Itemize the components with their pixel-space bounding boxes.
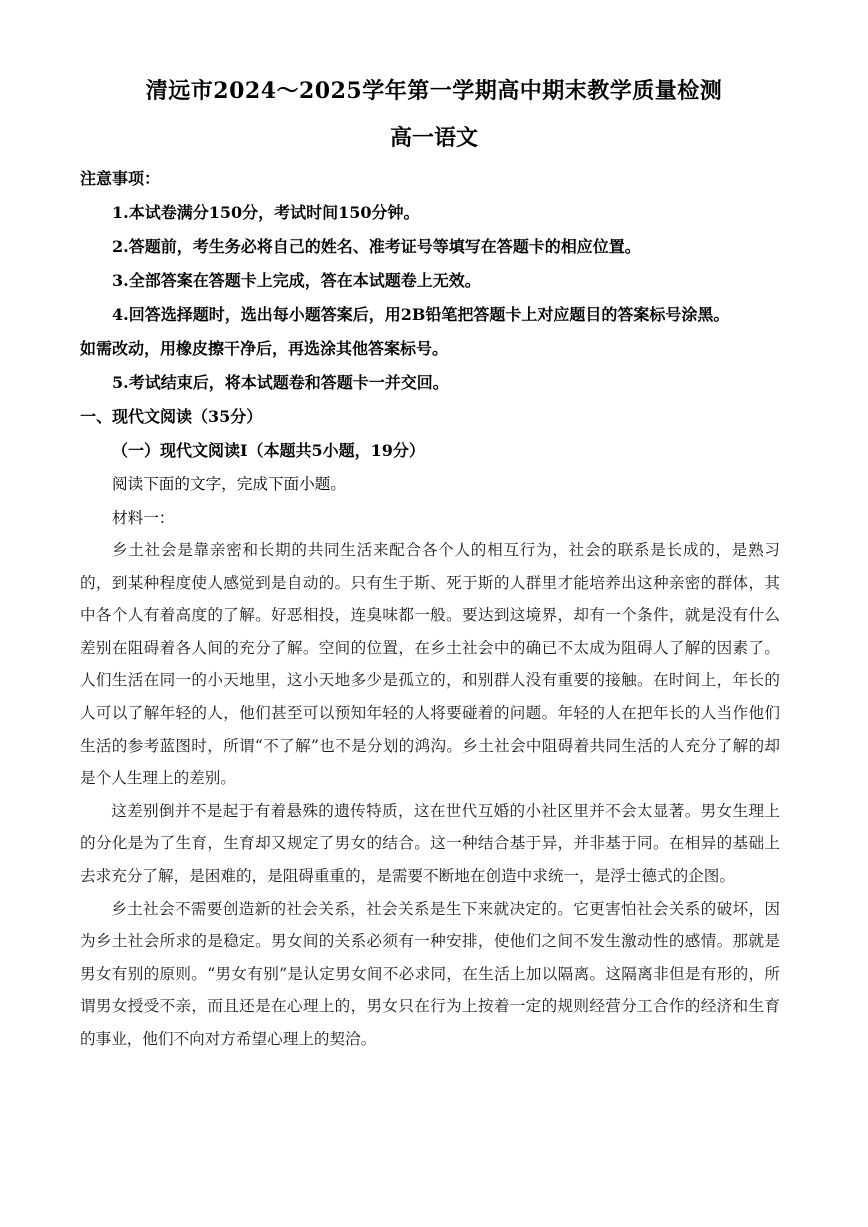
notice-heading: 注意事项：: [80, 169, 161, 188]
notice-item: 5.考试结束后，将本试题卷和答题卡一并交回。: [112, 373, 449, 392]
reading-instruction: 阅读下面的文字，完成下面小题。: [112, 475, 346, 493]
section-heading: 一、现代文阅读（35分）: [80, 407, 263, 426]
notice-item: 2.答题前，考生务必将自己的姓名、准考证号等填写在答题卡的相应位置。: [112, 237, 641, 256]
passage-body: [80, 534, 780, 1056]
material-label: 材料一：: [112, 509, 175, 527]
exam-title: 清远市2024～2025学年第一学期高中期末教学质量检测: [145, 78, 723, 104]
passage-paragraph: 乡土社会不需要创造新的社会关系，社会关系是生下来就决定的。它更害怕社会关系的破坏，因为乡土社会所求的是稳定。男女间的关系必须有一种安排，使他们之间不发生激动性的感情。那就是男女有别的原则。“男女有别”是认定男女间不必求同，在生活上加以隔离。这隔离非但是有形的，所谓男女授受不亲，而且还是在心理上的，男女只在行为上按着一定的规则经营分工合作的经济和生育的事业，他们不向对方希望心理上的契洽。: [80, 899, 780, 1048]
passage-paragraph: 这差别倒并不是起于有着悬殊的遗传特质，这在世代互婚的小社区里并不会太显著。男女生理上的分化是为了生育，生育却又规定了男女的结合。这一种结合基于异，并非基于同。在相异的基础上去求充分了解，是困难的，是阻碍重重的，是需要不断地在创造中求统一，是浮士德式的企图。: [80, 801, 780, 885]
section-subheading: （一）现代文阅读I（本题共5小题，19分）: [112, 441, 425, 460]
exam-subtitle: 高一语文: [389, 125, 478, 151]
passage-paragraph: 乡土社会是靠亲密和长期的共同生活来配合各个人的相互行为，社会的联系是长成的，是熟习的，到某种程度使人感觉到是自动的。只有生于斯、死于斯的人群里才能培养出这种亲密的群体，其中各个人有着高度的了解。好恶相投，连臭味都一般。要达到这境界，却有一个条件，就是没有什么差别在阻碍着各人间的充分了解。空间的位置，在乡土社会中的确已不太成为阻碍人了解的因素了。人们生活在同一的小天地里，这小天地多少是孤立的，和别群人没有重要的接触。在时间上，年长的人可以了解年轻的人，他们甚至可以预知年轻的人将要碰着的问题。年轻的人在把年长的人当作他们生活的参考蓝图时，所谓“不了解”也不是分划的鸿沟。乡土社会中阻碍着共同生活的人充分了解的却是个人生理上的差别。: [80, 541, 780, 788]
notice-item: 4.回答选择题时，选出每小题答案后，用2B铅笔把答题卡上对应题目的答案标号涂黑。: [112, 305, 730, 324]
notice-item: 3.全部答案在答题卡上完成，答在本试题卷上无效。: [112, 271, 481, 290]
notice-item: 1.本试卷满分150分，考试时间150分钟。: [112, 203, 420, 222]
notice-item-continued: 如需改动，用橡皮擦干净后，再选涂其他答案标号。: [80, 339, 449, 358]
